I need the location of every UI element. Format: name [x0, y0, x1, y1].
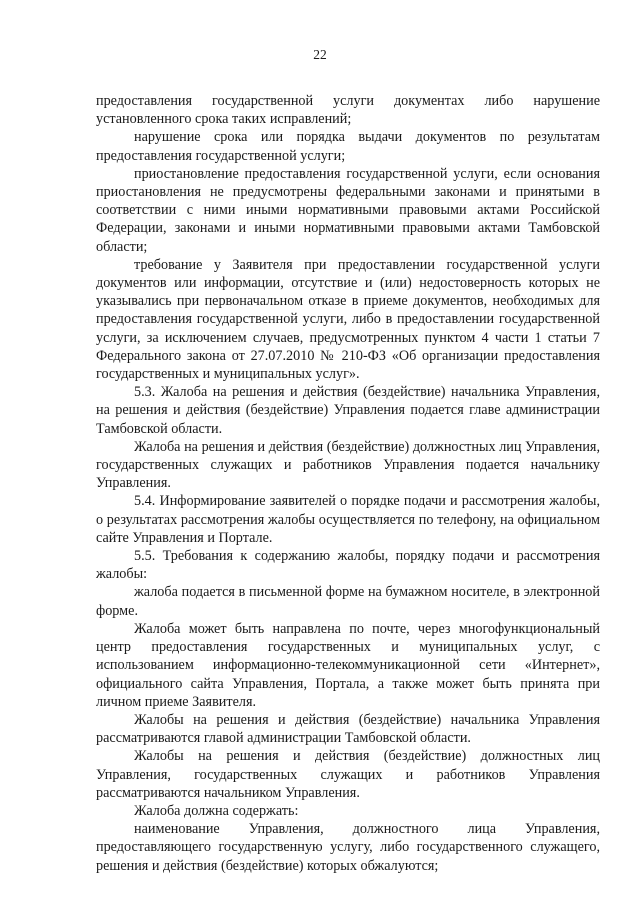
- paragraph: Жалоба должна содержать:: [134, 802, 299, 819]
- document-body: [96, 92, 600, 875]
- paragraph: Жалобы на решения и действия (бездействие) начальника Управления рассматриваются главой администрации Тамбовской области.: [96, 711, 600, 747]
- paragraph: нарушение срока или порядка выдачи документов по результатам предоставления государственной услуги;: [96, 129, 600, 164]
- page-number: 22: [313, 47, 327, 62]
- paragraph: 5.5. Требования к содержанию жалобы, порядку подачи и рассмотрения жалобы:: [96, 548, 600, 583]
- paragraph: предоставления государственной услуги документах либо нарушение установленного срока таких исправлений;: [96, 93, 600, 128]
- paragraph: 5.4. Информирование заявителей о порядке подачи и рассмотрения жалобы, о результатах рассмотрения жалобы осуществляется по телефону, на официальном сайте Управления и Портале.: [96, 493, 600, 546]
- paragraph: Жалобы на решения и действия (бездействие) должностных лиц Управления, государственных служащих и работников Управления рассматриваются начальником Управления.: [96, 748, 600, 801]
- paragraph: жалоба подается в письменной форме на бумажном носителе, в электронной форме.: [96, 584, 600, 619]
- paragraph: Жалоба может быть направлена по почте, через многофункциональный центр предоставления государственных и муниципальных услуг, с использованием информационно-телекоммуникационной сети «Интернет», официального сайта Управления, Портала, а также может быть принята при личном приеме Заявителя.: [96, 620, 600, 710]
- paragraph: требование у Заявителя при предоставлении государственной услуги документов или информации, отсутствие и (или) недостоверность которых не указывались при первоначальном отказе в приеме документов, необходимых для предоставления государственной услуги, либо в предоставлении государственной услуги, за исключением случаев, предусмотренных пунктом 4 части 1 статьи 7 Федерального закона от 27.07.2010 № 210-ФЗ «Об организации предоставления государственных и муниципальных услуг».: [96, 256, 600, 383]
- paragraph: наименование Управления, должностного лица Управления, предоставляющего государственную услугу, либо государственного служащего, решения и действия (бездействие) которых обжалуются;: [96, 821, 600, 874]
- paragraph: Жалоба на решения и действия (бездействие) должностных лиц Управления, государственных служащих и работников Управления подается начальнику Управления.: [96, 438, 600, 492]
- paragraph: 5.3. Жалоба на решения и действия (бездействие) начальника Управления, на решения и действия (бездействие) Управления подается главе администрации Тамбовской области.: [96, 384, 600, 437]
- paragraph: приостановление предоставления государственной услуги, если основания приостановления не предусмотрены федеральными законами и принятыми в соответствии с ними иными нормативными правовыми актами Российской Федерации, законами и иными нормативными правовыми актами Тамбовской области;: [96, 165, 600, 255]
